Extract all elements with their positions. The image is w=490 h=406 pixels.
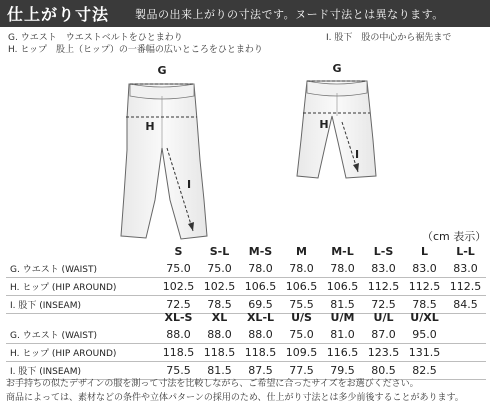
table-cell: 112.5 [363, 278, 404, 296]
table-cell [445, 344, 486, 362]
legend-hip: H. ヒップ 股上（ヒップ）の一番幅の広いところをひとまわり [8, 45, 263, 55]
table-cell: 106.5 [240, 278, 281, 296]
table-cell: 102.5 [158, 278, 199, 296]
table-cell: 118.5 [158, 344, 199, 362]
row-label: G. ウエスト (WAIST) [6, 260, 158, 278]
size-header: L-L [456, 245, 475, 258]
size-header: L [420, 245, 428, 258]
table-cell [445, 326, 486, 344]
table-cell: 75.5 [281, 296, 322, 314]
unit-note: （cm 表示） [422, 230, 487, 243]
table-cell: 75.0 [281, 326, 322, 344]
table-cell: 72.5 [363, 296, 404, 314]
table-cell: 118.5 [199, 344, 240, 362]
table-cell: 83.0 [363, 260, 404, 278]
table-cell: 75.5 [158, 362, 199, 380]
table-cell: 80.5 [363, 362, 404, 380]
size-header [445, 309, 486, 326]
size-header: XL [211, 311, 228, 324]
row-label: G. ウエスト (WAIST) [6, 326, 158, 344]
table-cell: 95.0 [404, 326, 445, 344]
right-g-label: G [332, 62, 342, 75]
size-header: XL-L [246, 311, 275, 324]
table-cell: 75.0 [199, 260, 240, 278]
table-cell: 78.0 [240, 260, 281, 278]
footnote: 商品によっては、素材などの条件や立体パターンの採用のため、仕上がり寸法とは多少前後することがあります。 [6, 393, 464, 403]
table-row-hip [6, 278, 486, 296]
size-header: S [174, 245, 183, 258]
table-cell: 75.0 [158, 260, 199, 278]
table-cell: 131.5 [404, 344, 445, 362]
table-cell: 112.5 [404, 278, 445, 296]
size-header-row [6, 243, 486, 260]
left-h-label: H [145, 120, 155, 133]
table-cell: 106.5 [281, 278, 322, 296]
table-cell: 116.5 [322, 344, 363, 362]
table-cell: 112.5 [445, 278, 486, 296]
table-row-hip [6, 344, 486, 362]
table-cell: 69.5 [240, 296, 281, 314]
size-header: U/S [291, 311, 312, 324]
size-table-2 [6, 309, 486, 380]
page-title: 仕上がり寸法 [7, 5, 110, 24]
table-cell: 82.5 [404, 362, 445, 380]
table-cell: 78.5 [404, 296, 445, 314]
size-header: U/M [330, 311, 355, 324]
short-pants-illustration [297, 81, 376, 178]
table-cell: 87.5 [240, 362, 281, 380]
table-cell: 84.5 [445, 296, 486, 314]
size-table-1 [6, 243, 486, 314]
left-i-label: I [186, 178, 192, 191]
table-cell: 77.5 [281, 362, 322, 380]
legend-inseam: I. 股下 股の中心から裾先まで [326, 33, 452, 43]
header-blank [6, 243, 158, 260]
table-cell: 88.0 [199, 326, 240, 344]
header-blank [6, 309, 158, 326]
footnote: お手持ちの似たデザインの服を測って寸法を比較しながら、ご希望に合ったサイズをお選びください。 [6, 379, 419, 389]
row-label: H. ヒップ (HIP AROUND) [6, 344, 158, 362]
table-cell: 78.5 [199, 296, 240, 314]
size-header: M-L [331, 245, 354, 258]
right-h-label: H [319, 118, 329, 131]
table-cell: 81.5 [199, 362, 240, 380]
table-cell: 83.0 [445, 260, 486, 278]
table-cell: 118.5 [240, 344, 281, 362]
table-cell: 81.5 [322, 296, 363, 314]
right-i-label: I [354, 148, 360, 161]
footnotes [6, 377, 464, 405]
table-cell: 102.5 [199, 278, 240, 296]
size-header: M-S [248, 245, 273, 258]
table-row-waist [6, 260, 486, 278]
table-cell: 72.5 [158, 296, 199, 314]
size-header-row [6, 309, 486, 326]
size-header: L-S [373, 245, 394, 258]
table-cell: 109.5 [281, 344, 322, 362]
left-g-label: G [157, 64, 167, 77]
row-label: I. 股下 (INSEAM) [6, 362, 158, 380]
table-cell: 83.0 [404, 260, 445, 278]
size-header: S-L [209, 245, 230, 258]
table-cell: 78.0 [281, 260, 322, 278]
size-header: U/L [373, 311, 394, 324]
table-cell: 88.0 [240, 326, 281, 344]
size-header: U/XL [410, 311, 439, 324]
table-cell: 88.0 [158, 326, 199, 344]
long-pants-illustration [121, 84, 207, 239]
table-cell: 123.5 [363, 344, 404, 362]
page-subtitle: 製品の出来上がりの寸法です。ヌード寸法とは異なります。 [135, 7, 444, 21]
size-header: M [296, 245, 307, 258]
row-label: H. ヒップ (HIP AROUND) [6, 278, 158, 296]
table-cell: 106.5 [322, 278, 363, 296]
row-label: I. 股下 (INSEAM) [6, 296, 158, 314]
table-cell: 79.5 [322, 362, 363, 380]
table-cell: 87.0 [363, 326, 404, 344]
table-cell: 81.0 [322, 326, 363, 344]
size-header: XL-S [164, 311, 193, 324]
legend-waist: G. ウエスト ウエストベルトをひとまわり [8, 33, 183, 43]
table-cell: 78.0 [322, 260, 363, 278]
table-row-waist [6, 326, 486, 344]
